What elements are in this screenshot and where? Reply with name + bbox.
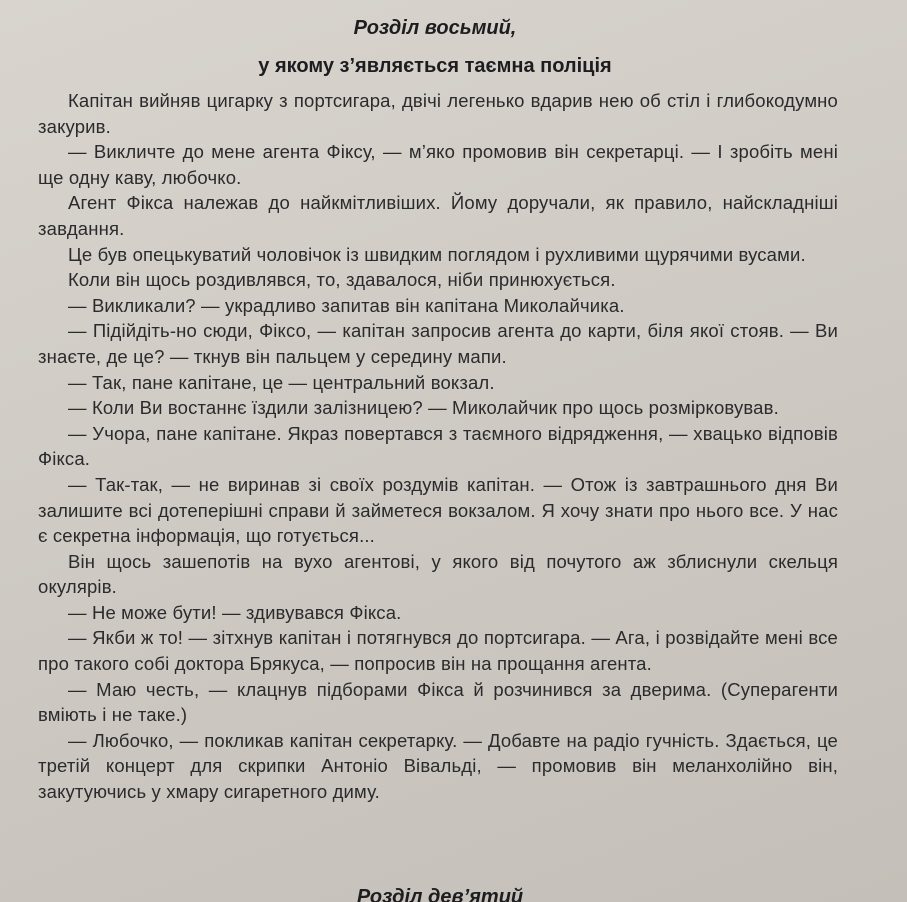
- paragraph: — Підійдіть-но сюди, Фіксо, — капітан запросив агента до карти, біля якої стояв. — Ви знаєте, де це? — ткнув він пальцем у середину мапи.: [38, 320, 838, 367]
- paragraph: — Маю честь, — клацнув підборами Фікса й розчинився за дверима. (Суперагенти вміють і не таке.): [38, 678, 838, 726]
- next-chapter-heading: Розділ дев’ятий: [356, 886, 524, 902]
- chapter-number-title: Розділ восьмий,: [353, 17, 517, 39]
- paragraph: — Любочко, — покликав капітан секретарку. — Добавте на радіо гучність. Здається, це третій концерт для скрипки Антоніо Вівальді, — промовив він меланхолійно він, закутуючись у хмару сигаретного диму.: [38, 729, 838, 803]
- paragraph: — Так-так, — не виринав зі своїх роздумів капітан. — Отож із завтрашнього дня Ви залишите всі дотеперішні справи й займетеся вокзалом. Я хочу знати про нього все. У нас є секретна інформація, що готується...: [38, 473, 838, 547]
- chapter-subtitle: у якому з’являється таємна поліція: [258, 55, 612, 77]
- paragraph: — Коли Ви востаннє їздили залізницею? — Миколайчик про щось розмірковував.: [68, 397, 779, 419]
- paragraph: Він щось зашепотів на вухо агентові, у якого від почутого аж зблиснули скельця окулярів.: [38, 550, 838, 598]
- paragraph: Агент Фікса належав до найкмітливіших. Йому доручали, як правило, найскладніші завдання.: [38, 192, 838, 239]
- paragraph: Капітан вийняв цигарку з портсигара, двічі легенько вдарив нею об стіл і глибокодумно закурив.: [38, 90, 838, 137]
- paragraph: — Викликали? — украдливо запитав він капітана Миколайчика.: [68, 294, 625, 316]
- paragraph: — Так, пане капітане, це — центральний вокзал.: [68, 371, 495, 393]
- paragraph: — Учора, пане капітане. Якраз повертався з таємного відрядження, — хвацько відповів Фікса.: [38, 422, 838, 470]
- paragraph: — Не може бути! — здивувався Фікса.: [68, 601, 402, 623]
- paragraph: — Викличте до мене агента Фіксу, — м’яко промовив він секретарці. — І зробіть мені ще одну каву, любочко.: [38, 141, 838, 188]
- paragraph: — Якби ж то! — зітхнув капітан і потягнувся до портсигара. — Ага, і розвідайте мені все про такого собі доктора Брякуса, — попросив він на прощання агента.: [38, 627, 838, 675]
- paragraph: Це був опецькуватий чоловічок із швидким поглядом і рухливими щурячими вусами.: [68, 243, 806, 265]
- chapter-body: [38, 88, 838, 805]
- paragraph: Коли він щось роздивлявся, то, здавалося, ніби принюхується.: [68, 269, 616, 291]
